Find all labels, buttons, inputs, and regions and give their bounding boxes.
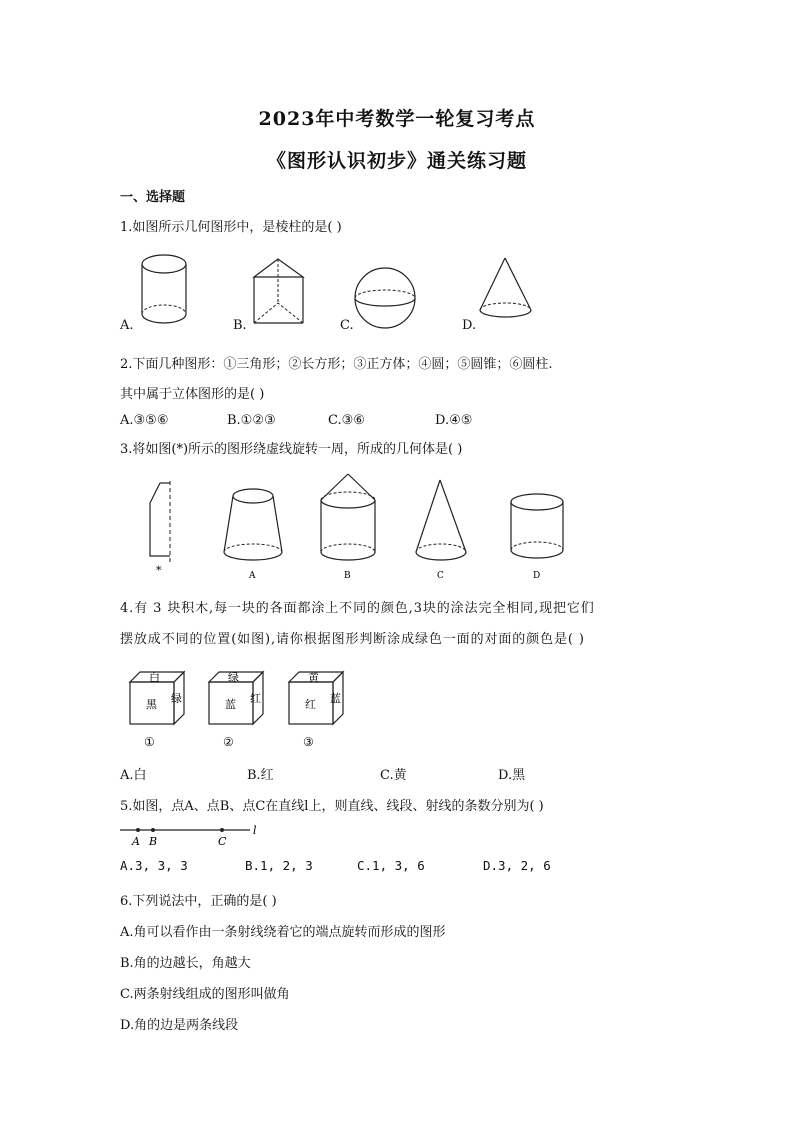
q3-label-a: A bbox=[249, 571, 256, 581]
q5-point-b: B bbox=[149, 835, 158, 848]
q1-label-d: D. bbox=[462, 318, 477, 333]
q4-cube2-number: ② bbox=[223, 735, 234, 749]
q3-label-d: D bbox=[533, 571, 541, 581]
q4-cube2-top: 绿 bbox=[228, 671, 239, 684]
q6-stem: 6.下列说法中，正确的是( ) bbox=[120, 894, 277, 909]
q5-option-d: D.3, 2, 6 bbox=[483, 858, 551, 873]
page-title: 2023年中考数学一轮复习考点 bbox=[258, 108, 536, 130]
q1-cylinder-figure bbox=[135, 250, 195, 330]
q3-figure-star bbox=[140, 478, 190, 578]
q2-stem: 2.下面几种图形：①三角形；②长方形；③正方体；④圆；⑤圆锥；⑥圆柱. bbox=[120, 357, 553, 372]
q1-sphere-figure bbox=[350, 265, 425, 335]
q4-cube-3 bbox=[285, 668, 355, 750]
q2-option-b: B.①②③ bbox=[227, 413, 276, 428]
section-heading: 一、选择题 bbox=[120, 190, 186, 205]
q3-figure-d bbox=[505, 492, 575, 582]
q5-option-b: B.1, 2, 3 bbox=[245, 858, 313, 873]
q4-cube1-side: 绿 bbox=[171, 692, 182, 705]
q3-figure-b bbox=[315, 470, 385, 580]
q1-cone-figure bbox=[475, 255, 545, 330]
q5-option-a: A.3, 3, 3 bbox=[120, 858, 188, 873]
q5-stem: 5.如图，点A、点B、点C在直线l上，则直线、线段、射线的条数分别为( ) bbox=[120, 799, 544, 814]
q4-cube1-top: 白 bbox=[149, 671, 160, 684]
q2-option-a: A.③⑤⑥ bbox=[120, 413, 169, 428]
q3-label-b: B bbox=[344, 571, 351, 581]
q6-option-b: B.角的边越长，角越大 bbox=[120, 956, 251, 971]
q1-label-b: B. bbox=[233, 318, 247, 333]
q5-point-c: C bbox=[218, 835, 227, 848]
q5-option-c: C.1, 3, 6 bbox=[357, 858, 425, 873]
q1-label-a: A. bbox=[120, 318, 134, 333]
q3-figure-a bbox=[220, 486, 290, 581]
page-subtitle: 《图形认识初步》通关练习题 bbox=[266, 150, 527, 172]
q4-cube-2 bbox=[205, 668, 275, 750]
q1-prism-figure bbox=[248, 255, 318, 330]
q4-cube1-number: ① bbox=[144, 735, 155, 749]
q2-option-c: C.③⑥ bbox=[328, 413, 365, 428]
q4-cube-1 bbox=[126, 668, 196, 750]
q3-stem: 3.将如图(*)所示的图形绕虚线旋转一周，所成的几何体是( ) bbox=[120, 442, 463, 457]
q4-option-c: C.黄 bbox=[380, 768, 407, 783]
q5-line-label: l bbox=[253, 824, 257, 837]
q4-cube3-top: 黄 bbox=[308, 671, 319, 684]
q3-figure-c bbox=[410, 476, 480, 581]
q3-label-star: * bbox=[156, 564, 162, 577]
q1-label-c: C. bbox=[340, 318, 354, 333]
q4-option-d: D.黑 bbox=[498, 768, 526, 783]
q4-cube3-front: 红 bbox=[305, 698, 316, 711]
q4-cube1-front: 黑 bbox=[146, 698, 157, 711]
q6-option-c: C.两条射线组成的图形叫做角 bbox=[120, 987, 290, 1002]
q6-option-a: A.角可以看作由一条射线绕着它的端点旋转而形成的图形 bbox=[120, 925, 446, 940]
q4-stem: 4.有 3 块积木,每一块的各面都涂上不同的颜色,3块的涂法完全相同,现把它们 bbox=[120, 601, 595, 616]
q3-label-c: C bbox=[437, 571, 444, 581]
q4-cube2-side: 红 bbox=[250, 692, 261, 705]
q4-option-b: B.红 bbox=[247, 768, 274, 783]
q5-line-figure bbox=[118, 820, 268, 850]
q6-option-d: D.角的边是两条线段 bbox=[120, 1018, 239, 1033]
q4-option-a: A.白 bbox=[120, 768, 147, 783]
q2-stem-line2: 其中属于立体图形的是( ) bbox=[120, 387, 265, 402]
q4-cube2-front: 蓝 bbox=[225, 698, 236, 711]
q2-option-d: D.④⑤ bbox=[435, 413, 473, 428]
q1-stem: 1.如图所示几何图形中，是棱柱的是( ) bbox=[120, 220, 342, 235]
q4-stem-line2: 摆放成不同的位置(如图),请你根据图形判断涂成绿色一面的对面的颜色是( ) bbox=[120, 632, 585, 647]
q5-point-a: A bbox=[132, 835, 140, 848]
q4-cube3-side: 蓝 bbox=[330, 692, 341, 705]
q4-cube3-number: ③ bbox=[303, 735, 314, 749]
